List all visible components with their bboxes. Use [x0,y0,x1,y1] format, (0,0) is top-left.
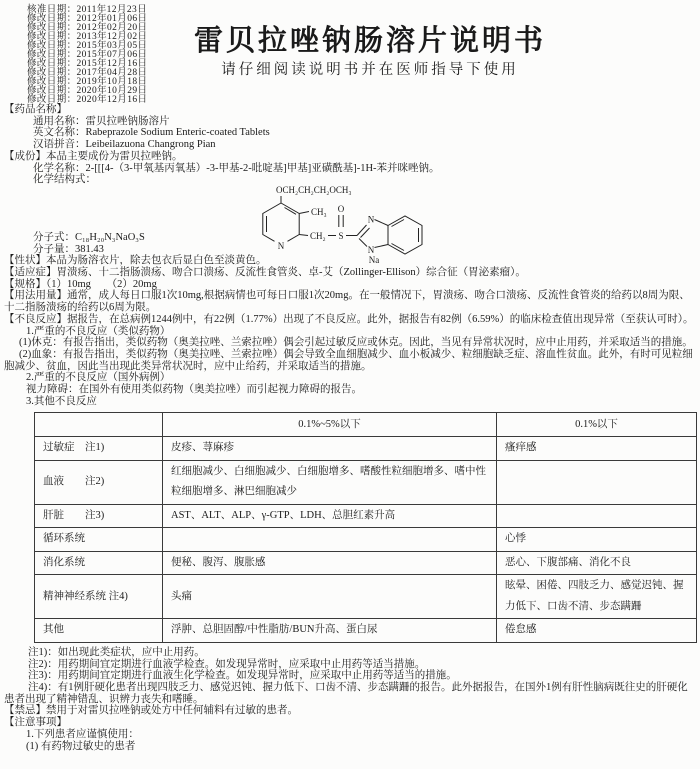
sulfoxide-sulfur-label: S [338,231,344,241]
imidazole-n1-label: N [367,214,375,225]
molecular-weight-line: 分子量：381.43 [33,243,104,255]
table-cell: 肝脏 注3) [35,504,163,528]
precaution-allergy-line: (1) 有药物过敏史的患者 [26,740,136,752]
section-contraindications: 【禁忌】禁用于对雷贝拉唑钠或处方中任何辅料有过敏的患者。 [4,705,298,717]
approval-date-line: 核准日期：2011年12月23日 [27,5,148,15]
masthead [60,0,680,79]
revision-date-line: 修改日期：2015年12月16日 [27,59,148,69]
document-subtitle: 请仔细阅读说明书并在医师指导下使用 [221,62,519,78]
section-adverse-reactions: 【不良反应】据报告，在总病例1244例中，有22例（1.77%）出现了不良反应。此外，据报告有82例（6.59%）的临床检查值出现异常（至获认可时）。 [4,313,694,325]
methyl-label: CH₃ [311,207,327,217]
table-cell: 浮肿、总胆固醇/中性脂肪/BUN升高、蛋白尿 [163,619,497,643]
revision-date-line: 修改日期：2015年03月05日 [27,41,148,51]
table-cell [163,528,497,552]
table-header-row [35,413,697,437]
section-ingredients: 【成份】本品主要成份为雷贝拉唑钠。 [4,150,183,162]
table-cell: 皮疹、荨麻疹 [163,437,497,461]
pyridine-nitrogen-label: N [277,241,285,251]
header-cell-freq-low: 0.1%以下 [497,413,697,437]
footnote-4: 注4)：有1例肝硬化患者出现四肢乏力、感觉迟钝、握力低下、口齿不清、步态蹒跚的报告。此外据报告，在国外1例有肝性脑病既往史的肝硬化患者出现了精神错乱、识辨力丧失和嗜睡。 [4,682,688,705]
table-cell: 红细胞减少、白细胞减少、白细胞增多、嗜酸性粒细胞增多、嗜中性粒细胞增多、淋巴细胞减少 [163,460,497,504]
section-description: 【性状】本品为肠溶衣片，除去包衣后显白色至淡黄色。 [4,255,267,267]
table-cell: 恶心、下腹部痛、消化不良 [497,551,697,575]
table-cell: 便秘、腹泻、腹胀感 [163,551,497,575]
generic-name-line: 通用名称：雷贝拉唑钠肠溶片 [33,115,170,127]
revision-date-line: 修改日期：2012年01月06日 [27,14,148,24]
adverse-hemogram-paragraph: (2)血象：有报告指出，类似药物（奥美拉唑、兰索拉唑）偶会导致全血细胞减少、血小板减少、粒细胞缺乏症、溶血性贫血。此外，有时可见粒细胞减少、贫血，因此当出现此类异常状况时，应中止给药，并采取适当的措施。 [4,348,693,372]
header-cell-freq-mid: 0.1%~5%以下 [163,413,497,437]
table-cell: 瘙痒感 [497,437,697,461]
adverse-reaction-table [34,412,697,643]
pinyin-name-line: 汉语拼音：Leibeilazuona Changrong Pian [33,139,216,151]
section-drug-name: 【药品名称】 [4,104,67,115]
chemical-structure-diagram [224,184,474,264]
footnote-3: 注3)：用药期间宜定期进行血液生化学检查。如发现异常时，应采取中止用药等适当的措施。 [28,670,457,682]
section-precautions: 【注意事项】 [4,717,67,729]
footnote-1: 注1)：如出现此类症状，应中止用药。 [28,646,205,658]
table-cell: AST、ALT、ALP、γ-GTP、LDH、总胆红素升高 [163,504,497,528]
revision-date-line: 修改日期：2020年10月29日 [27,86,148,96]
revision-date-line: 修改日期：2012年02月20日 [27,23,148,33]
table-cell: 精神神经系统 注4) [35,575,163,619]
table-row [35,528,697,552]
molecular-formula-line: 分子式：C₁₈H₂₀N₃NaO₃S [33,231,145,243]
table-cell: 循环系统 [35,528,163,552]
table-cell [497,460,697,504]
structure-label-line: 化学结构式： [33,174,96,186]
table-cell: 眩晕、困倦、四肢乏力、感觉迟钝、握力低下、口齿不清、步态蹒跚 [497,575,697,619]
table-cell: 其他 [35,619,163,643]
header-cell-system [35,413,163,437]
table-row [35,504,697,528]
table-cell: 头痛 [163,575,497,619]
table-row [35,619,697,643]
adverse-other-heading: 3.其他不良反应 [26,395,97,407]
imidazole-n3-label: N [367,245,375,255]
revision-date-line: 修改日期：2017年04月28日 [27,68,148,78]
english-name-line: 英文名称：Rabeprazole Sodium Enteric-coated Tablets [33,127,270,139]
approval-dates [27,6,147,105]
table-cell [497,504,697,528]
table-row [35,551,697,575]
chemical-name-line: 化学名称：2-[[[4-（3-甲氧基丙氧基）-3-甲基-2-吡啶基]甲基]亚磺酰基]-1H-苯并咪唑钠。 [33,162,440,174]
table-cell: 血液 注2) [35,460,163,504]
table-cell: 倦怠感 [497,619,697,643]
adverse-shock-paragraph: (1)休克：有报告指出，类似药物（奥美拉唑、兰索拉唑）偶会引起过敏反应或休克。因此，当见有异常状况时，应中止用药，并采取适当的措施。 [19,337,693,349]
precaution-caution-line: 1.下列患者应谨慎使用： [26,728,139,740]
table-cell: 过敏症 注1) [35,437,163,461]
table-row [35,437,697,461]
adverse-serious-similar: 1.严重的不良反应（类似药物） [26,325,171,337]
revision-date-line: 修改日期：2019年10月18日 [27,77,148,87]
sodium-label: Na [368,255,380,264]
revision-date-line: 修改日期：2013年12月02日 [27,32,148,42]
section-strength: 【规格】（1）10mg （2）20mg [4,278,157,290]
revision-date-line: 修改日期：2015年07月06日 [27,50,148,60]
methylene-label: CH₂ [310,231,326,241]
table-row [35,575,697,619]
alkoxy-chain-label: OCH₂CH₂CH₂OCH₃ [276,185,352,195]
table-row [35,460,697,504]
document-title: 雷贝拉唑钠肠溶片说明书 [193,25,546,57]
section-dosage: 【用法用量】通常，成人每日口服1次10mg,根据病情也可每日口服1次20mg。在一般情况下，胃溃疡、吻合口溃疡、反流性食管炎的给药以8周为限、十二指肠溃疡的给药以6周为限。 [4,290,690,314]
footnote-2: 注2)：用药期间宜定期进行血液学检查。如发现异常时，应采取中止用药等适当措施。 [28,658,426,670]
table-cell: 心悸 [497,528,697,552]
revision-date-line: 修改日期：2020年12月16日 [27,95,148,105]
table-cell: 消化系统 [35,551,163,575]
section-indications: 【适应症】胃溃疡、十二指肠溃疡、吻合口溃疡、反流性食管炎、卓-艾（Zollinger-Ellison）综合征（胃泌素瘤）。 [4,267,526,279]
sulfoxide-oxygen-label: O [337,204,345,214]
adverse-vision-line: 视力障碍：在国外有使用类似药物（奥美拉唑）而引起视力障碍的报告。 [26,384,362,396]
adverse-serious-foreign: 2.严重的不良反应（国外病例） [26,372,171,384]
